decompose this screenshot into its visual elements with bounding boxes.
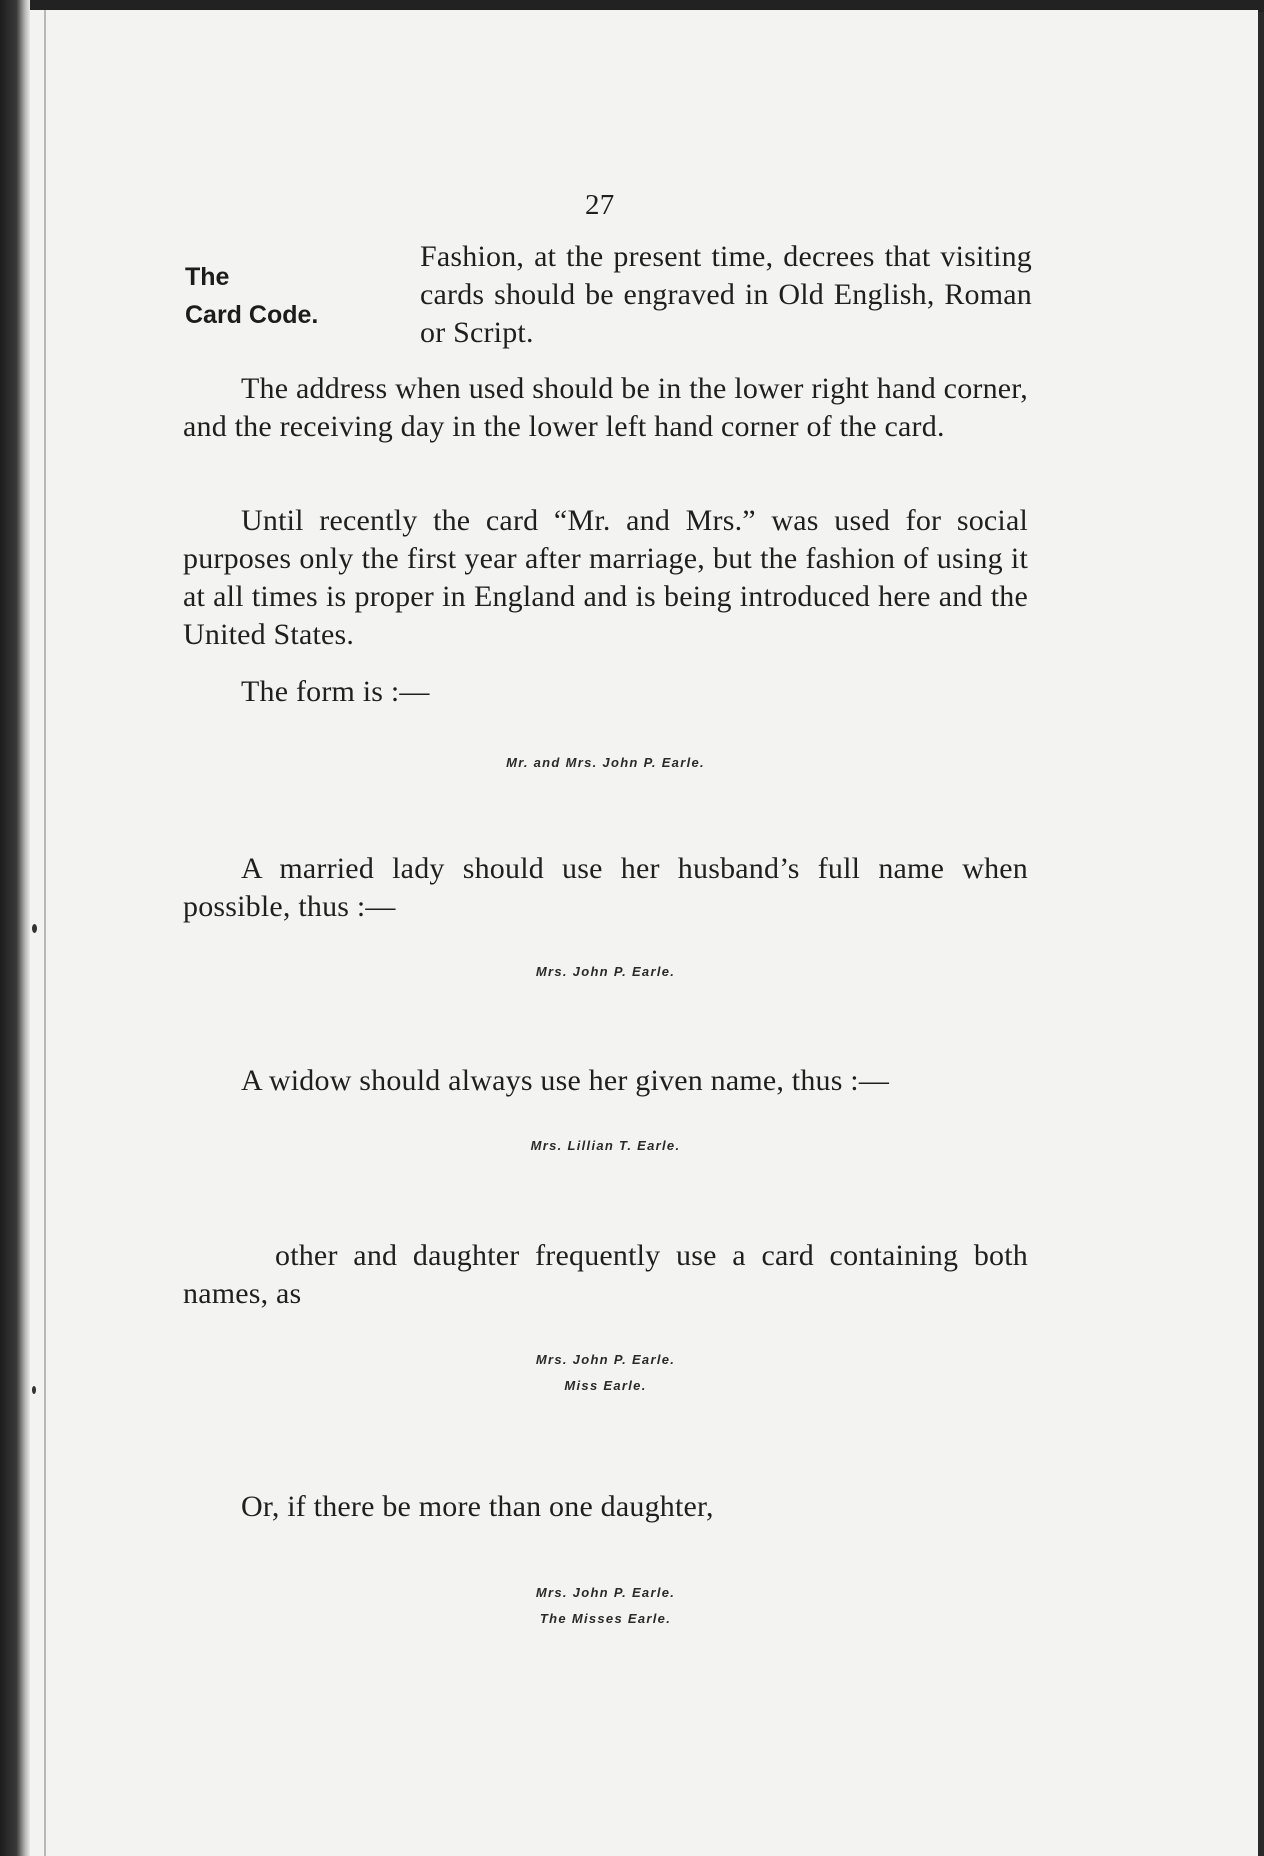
book-spine-shadow <box>0 0 30 1856</box>
married-lady-paragraph: A married lady should use her husband’s full name when possible, thus :— <box>183 852 1028 923</box>
card-line: Mrs. John P. Earle. <box>535 1352 676 1367</box>
card-line: Mrs. John P. Earle. <box>535 1585 676 1600</box>
card-example-more-daughters <box>183 1580 1028 1632</box>
mother-daughter-paragraph: other and daughter frequently use a card containing both names, as <box>183 1239 1028 1310</box>
side-heading <box>185 258 318 334</box>
more-daughters-paragraph: Or, if there be more than one daughter, <box>241 1490 714 1523</box>
scan-speck <box>32 924 37 933</box>
card-line: Mr. and Mrs. John P. Earle. <box>506 755 705 770</box>
scan-speck <box>32 1386 36 1394</box>
side-heading-line: The <box>185 263 230 291</box>
page-gutter-line <box>44 10 46 1856</box>
page-number: 27 <box>585 189 615 221</box>
intro-paragraph: Fashion, at the present time, decrees that visiting cards should be engraved in Old English, Roman or Script. <box>420 240 1032 349</box>
card-example-mother-daughter <box>183 1347 1028 1399</box>
side-heading-line: Card Code. <box>185 301 319 329</box>
form-is-paragraph: The form is :— <box>241 675 430 708</box>
mr-and-mrs-paragraph: Until recently the card “Mr. and Mrs.” was used for social purposes only the first year after marriage, but the fashion of using it at all times is proper in England and is being introduced here and the United States. <box>183 504 1028 651</box>
widow-paragraph: A widow should always use her given name, thus :— <box>241 1064 890 1097</box>
card-line: Mrs. John P. Earle. <box>535 964 676 979</box>
card-line: Mrs. Lillian T. Earle. <box>530 1138 681 1153</box>
address-paragraph: The address when used should be in the lower right hand corner, and the receiving day in the lower left hand corner of the card. <box>183 372 1028 443</box>
card-example-mr-and-mrs <box>183 750 1028 776</box>
card-line: The Misses Earle. <box>539 1611 672 1626</box>
card-example-married-lady <box>183 959 1028 985</box>
card-example-widow <box>183 1133 1028 1159</box>
card-line: Miss Earle. <box>564 1378 647 1393</box>
